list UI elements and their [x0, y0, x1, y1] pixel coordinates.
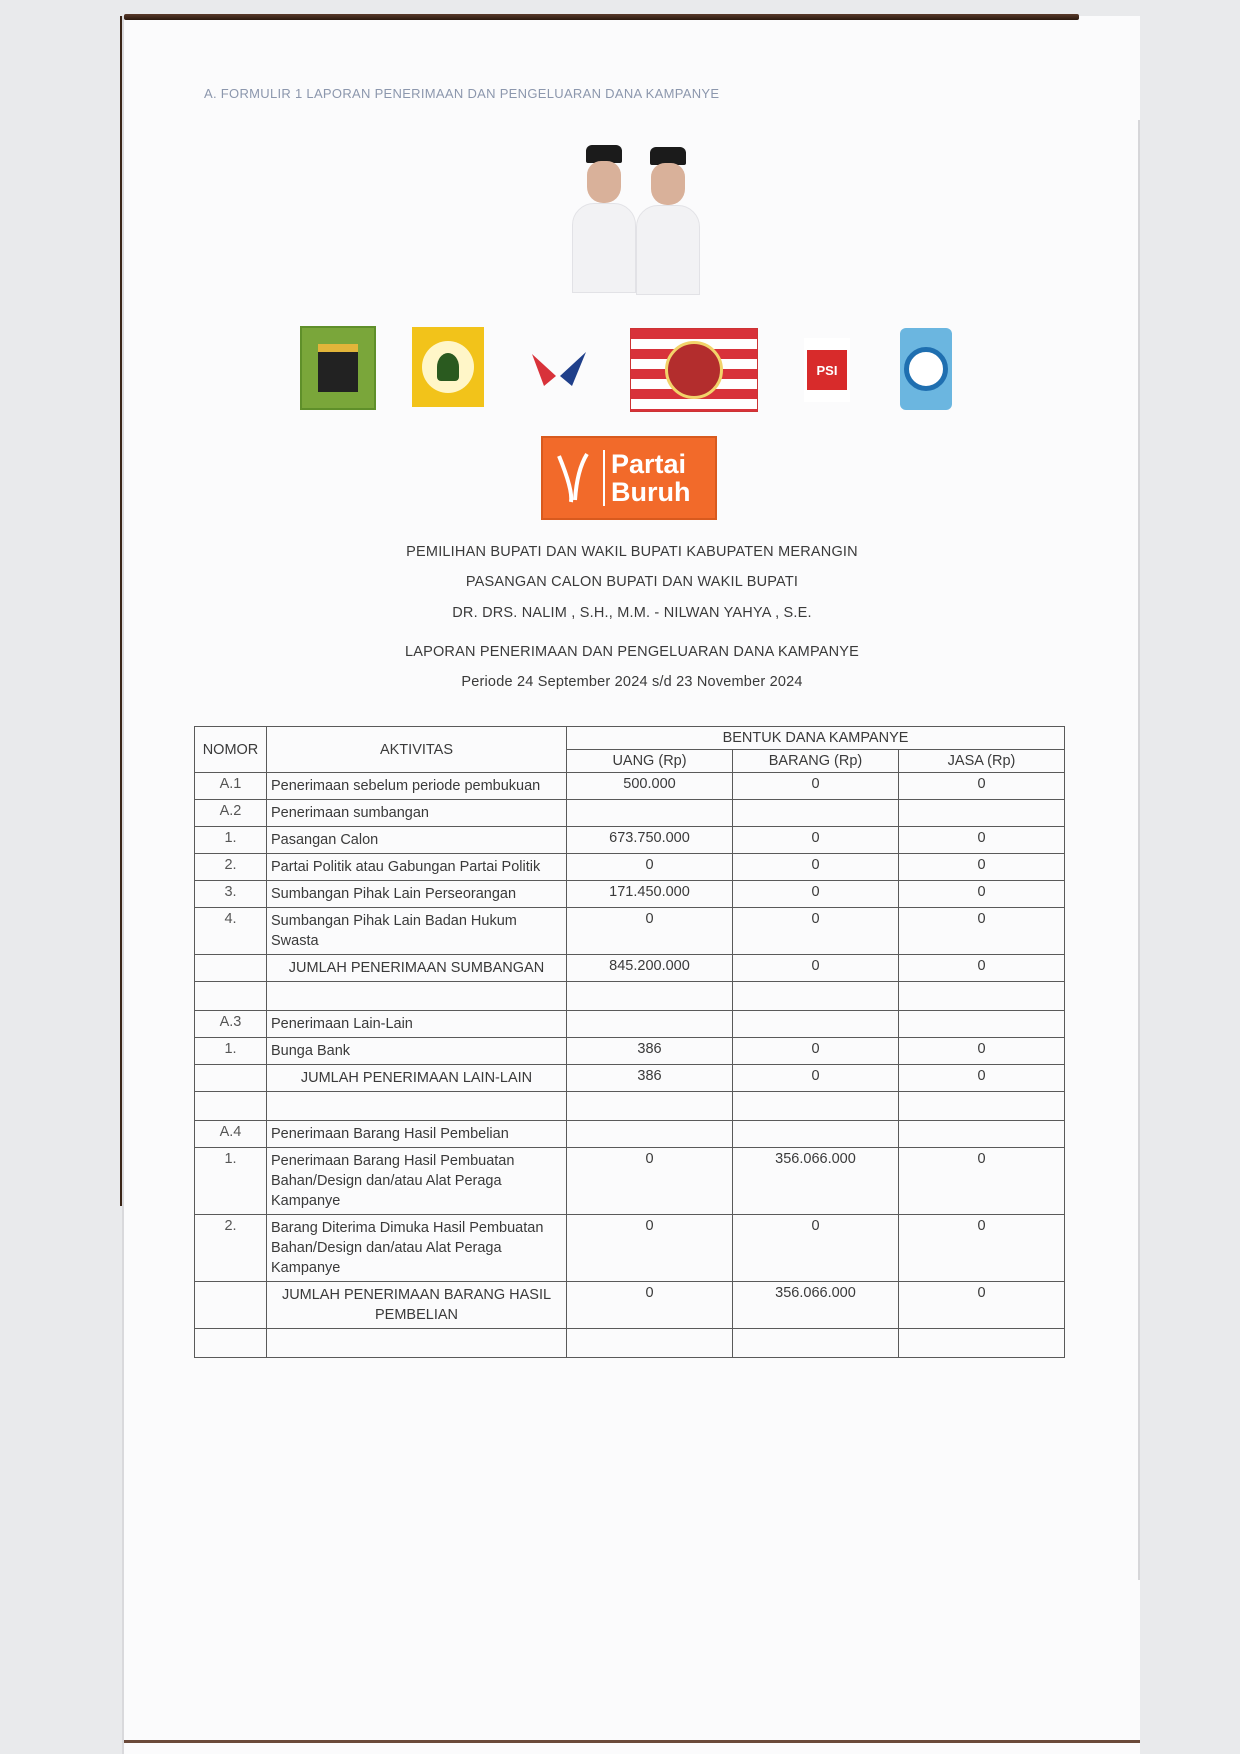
- row-uang: [567, 1121, 733, 1148]
- row-uang: 171.450.000: [567, 881, 733, 908]
- heading-report-title: LAPORAN PENERIMAAN DAN PENGELUARAN DANA KAMPANYE: [404, 644, 860, 660]
- row-uang: [567, 1092, 733, 1121]
- table-row: [195, 800, 1065, 827]
- row-jasa: 0: [899, 1038, 1065, 1065]
- row-jasa: [899, 1121, 1065, 1148]
- row-barang: 0: [733, 854, 899, 881]
- row-uang: [567, 800, 733, 827]
- row-barang: 0: [733, 955, 899, 982]
- row-number: 1.: [195, 1038, 267, 1065]
- header-bentuk-dana: BENTUK DANA KAMPANYE: [567, 727, 1065, 750]
- paper-bottom-line: [124, 1740, 1140, 1743]
- coalition-flag-logo: [630, 328, 758, 412]
- row-uang: 386: [567, 1038, 733, 1065]
- row-activity: Sumbangan Pihak Lain Badan Hukum Swasta: [267, 908, 567, 955]
- header-nomor: NOMOR: [195, 727, 267, 773]
- table-row: [195, 1329, 1065, 1358]
- header-barang: BARANG (Rp): [733, 750, 899, 773]
- partai-buruh-logo: [541, 436, 717, 520]
- row-jasa: [899, 1092, 1065, 1121]
- row-uang: 0: [567, 1148, 733, 1215]
- row-activity: Barang Diterima Dimuka Hasil Pembuatan Bahan/Design dan/atau Alat Peraga Kampanye: [267, 1215, 567, 1282]
- row-barang: 0: [733, 1038, 899, 1065]
- row-activity: Sumbangan Pihak Lain Perseorangan: [267, 881, 567, 908]
- row-barang: [733, 1329, 899, 1358]
- row-activity: Bunga Bank: [267, 1038, 567, 1065]
- row-activity: JUMLAH PENERIMAAN BARANG HASIL PEMBELIAN: [267, 1282, 567, 1329]
- perindo-logo: [526, 346, 592, 394]
- campaign-fund-table: [194, 726, 1065, 1358]
- row-number: 3.: [195, 881, 267, 908]
- row-jasa: 0: [899, 881, 1065, 908]
- row-barang: [733, 1011, 899, 1038]
- candidate-photo: [560, 145, 710, 295]
- paper-right-edge: [1138, 120, 1140, 1580]
- row-activity: [267, 982, 567, 1011]
- row-number: [195, 1329, 267, 1358]
- row-jasa: 0: [899, 1215, 1065, 1282]
- row-uang: 386: [567, 1065, 733, 1092]
- row-number: [195, 1092, 267, 1121]
- table-row: [195, 1011, 1065, 1038]
- row-jasa: [899, 982, 1065, 1011]
- row-barang: [733, 982, 899, 1011]
- table-row: [195, 1282, 1065, 1329]
- row-uang: 845.200.000: [567, 955, 733, 982]
- psi-logo: PSI: [804, 338, 850, 402]
- row-activity: Penerimaan Lain-Lain: [267, 1011, 567, 1038]
- row-activity: Partai Politik atau Gabungan Partai Politik: [267, 854, 567, 881]
- row-jasa: [899, 1329, 1065, 1358]
- row-barang: 0: [733, 908, 899, 955]
- gelora-logo: [900, 328, 952, 410]
- bull-emblem-icon: [665, 341, 723, 399]
- row-jasa: 0: [899, 908, 1065, 955]
- row-barang: 0: [733, 1215, 899, 1282]
- row-jasa: 0: [899, 827, 1065, 854]
- table-row: [195, 881, 1065, 908]
- row-number: 2.: [195, 854, 267, 881]
- row-jasa: 0: [899, 1282, 1065, 1329]
- row-uang: 0: [567, 854, 733, 881]
- heading-period: Periode 24 September 2024 s/d 23 November 2024: [461, 674, 803, 690]
- buruh-line2: Buruh: [611, 477, 691, 507]
- kaaba-icon: [318, 344, 358, 392]
- table-row: [195, 1038, 1065, 1065]
- table-row: [195, 1092, 1065, 1121]
- row-number: 1.: [195, 1148, 267, 1215]
- table-row: [195, 773, 1065, 800]
- row-jasa: 0: [899, 773, 1065, 800]
- row-number: [195, 955, 267, 982]
- row-uang: 0: [567, 1282, 733, 1329]
- table-row: [195, 1148, 1065, 1215]
- wheat-icon: [551, 450, 595, 506]
- header-aktivitas: AKTIVITAS: [267, 727, 567, 773]
- row-uang: [567, 982, 733, 1011]
- row-jasa: 0: [899, 1148, 1065, 1215]
- row-uang: 0: [567, 1215, 733, 1282]
- row-barang: [733, 800, 899, 827]
- row-jasa: [899, 1011, 1065, 1038]
- row-number: A.4: [195, 1121, 267, 1148]
- row-jasa: 0: [899, 1065, 1065, 1092]
- row-barang: [733, 1092, 899, 1121]
- banyan-tree-icon: [437, 353, 459, 381]
- header-uang: UANG (Rp): [567, 750, 733, 773]
- row-barang: [733, 1121, 899, 1148]
- row-uang: [567, 1329, 733, 1358]
- golkar-logo: [412, 327, 484, 407]
- row-jasa: 0: [899, 854, 1065, 881]
- candidate-right-figure: [636, 147, 698, 295]
- row-barang: 0: [733, 827, 899, 854]
- row-barang: 0: [733, 773, 899, 800]
- row-number: 4.: [195, 908, 267, 955]
- table-row: [195, 1065, 1065, 1092]
- form-title: A. FORMULIR 1 LAPORAN PENERIMAAN DAN PENGELUARAN DANA KAMPANYE: [204, 86, 720, 101]
- row-barang: 356.066.000: [733, 1282, 899, 1329]
- row-number: A.1: [195, 773, 267, 800]
- table-row: [195, 1215, 1065, 1282]
- row-uang: [567, 1011, 733, 1038]
- perindo-wings-icon: [526, 346, 592, 394]
- heading-candidate-names: DR. DRS. NALIM , S.H., M.M. - NILWAN YAHYA , S.E.: [452, 605, 812, 621]
- row-barang: 0: [733, 881, 899, 908]
- row-activity: Penerimaan Barang Hasil Pembelian: [267, 1121, 567, 1148]
- row-number: [195, 1282, 267, 1329]
- row-number: [195, 982, 267, 1011]
- row-uang: 673.750.000: [567, 827, 733, 854]
- row-activity: Pasangan Calon: [267, 827, 567, 854]
- header-jasa: JASA (Rp): [899, 750, 1065, 773]
- row-number: [195, 1065, 267, 1092]
- buruh-line1: Partai: [611, 449, 687, 479]
- ppp-logo: [300, 326, 376, 410]
- row-activity: Penerimaan sebelum periode pembukuan: [267, 773, 567, 800]
- row-uang: 500.000: [567, 773, 733, 800]
- table-row: [195, 955, 1065, 982]
- row-barang: 356.066.000: [733, 1148, 899, 1215]
- row-activity: [267, 1329, 567, 1358]
- gelora-wave-icon: [904, 347, 948, 391]
- row-activity: Penerimaan Barang Hasil Pembuatan Bahan/Design dan/atau Alat Peraga Kampanye: [267, 1148, 567, 1215]
- table-row: [195, 1121, 1065, 1148]
- row-number: 1.: [195, 827, 267, 854]
- candidate-left-figure: [572, 145, 634, 293]
- row-barang: 0: [733, 1065, 899, 1092]
- table-row: [195, 982, 1065, 1011]
- table-body: [195, 773, 1065, 1358]
- row-activity: JUMLAH PENERIMAAN SUMBANGAN: [267, 955, 567, 982]
- heading-candidate-pair: PASANGAN CALON BUPATI DAN WAKIL BUPATI: [465, 574, 799, 590]
- heading-election: PEMILIHAN BUPATI DAN WAKIL BUPATI KABUPATEN MERANGIN: [406, 544, 858, 560]
- row-uang: 0: [567, 908, 733, 955]
- row-jasa: [899, 800, 1065, 827]
- paper-top-edge: [124, 14, 1079, 20]
- row-number: 2.: [195, 1215, 267, 1282]
- row-number: A.2: [195, 800, 267, 827]
- table-row: [195, 908, 1065, 955]
- table-row: [195, 827, 1065, 854]
- row-number: A.3: [195, 1011, 267, 1038]
- row-activity: [267, 1092, 567, 1121]
- row-activity: JUMLAH PENERIMAAN LAIN-LAIN: [267, 1065, 567, 1092]
- row-jasa: 0: [899, 955, 1065, 982]
- table-row: [195, 854, 1065, 881]
- row-activity: Penerimaan sumbangan: [267, 800, 567, 827]
